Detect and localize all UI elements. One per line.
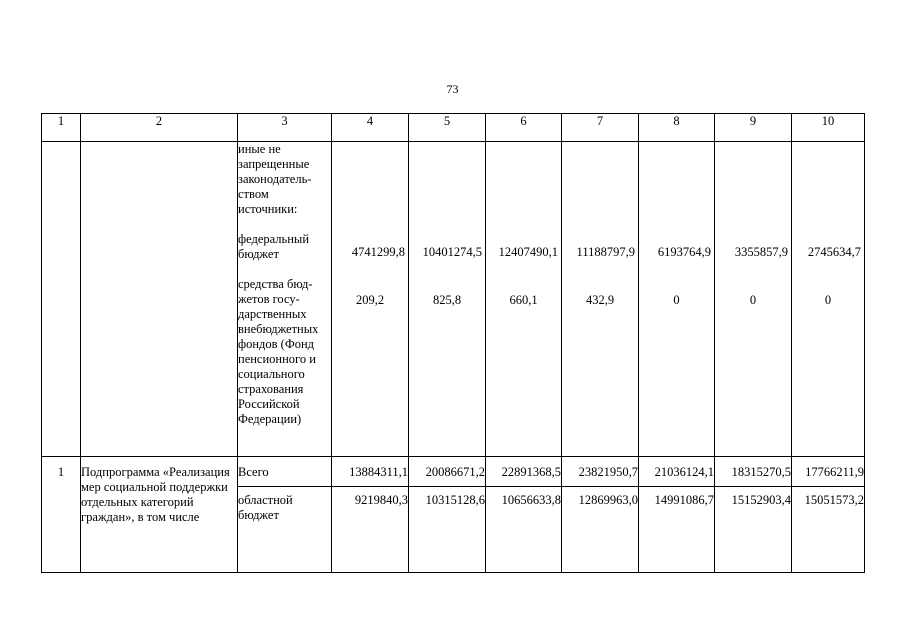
- total-value: 13884311,1: [332, 457, 409, 487]
- row-number: 1: [42, 457, 81, 573]
- federal-value: 3355857,9: [734, 245, 788, 259]
- funds-value: 825,8: [432, 293, 462, 307]
- value-cell: [486, 142, 562, 457]
- total-value: 18315270,5: [715, 457, 792, 487]
- empty-cell: [81, 142, 238, 457]
- total-value: 22891368,5: [486, 457, 562, 487]
- regional-value: 10656633,8: [486, 487, 562, 573]
- column-header: 1: [42, 114, 81, 142]
- federal-value: 10401274,5: [422, 245, 482, 259]
- funds-value: 432,9: [585, 293, 615, 307]
- regional-budget-label: областной бюджет: [238, 487, 332, 573]
- federal-value: 4741299,8: [351, 245, 405, 259]
- value-cell: [639, 142, 715, 457]
- subprogram-title: Подпрограмма «Реализация мер социальной поддержки отдельных категорий граждан», в том числе: [81, 457, 238, 573]
- regional-value: 9219840,3: [332, 487, 409, 573]
- regional-value: 15152903,4: [715, 487, 792, 573]
- regional-value: 14991086,7: [639, 487, 715, 573]
- funds-value: 0: [673, 293, 680, 307]
- value-cell: [332, 142, 409, 457]
- column-header: 10: [792, 114, 865, 142]
- regional-value: 15051573,2: [792, 487, 865, 573]
- column-header: 7: [562, 114, 639, 142]
- page-number: 73: [446, 82, 459, 96]
- table-row: [42, 142, 865, 457]
- column-header: 4: [332, 114, 409, 142]
- empty-cell: [42, 142, 81, 457]
- column-header: 3: [238, 114, 332, 142]
- total-value: 17766211,9: [792, 457, 865, 487]
- value-cell: [715, 142, 792, 457]
- budget-table: [41, 113, 865, 573]
- total-value: 20086671,2: [409, 457, 486, 487]
- federal-budget-label: федеральный бюджет: [238, 232, 310, 261]
- funds-value: 0: [749, 293, 757, 307]
- table-row: [42, 457, 865, 487]
- federal-value: 12407490,1: [498, 245, 558, 259]
- total-value: 21036124,1: [639, 457, 715, 487]
- source-cell: [238, 142, 332, 457]
- value-cell: [562, 142, 639, 457]
- column-header: 8: [639, 114, 715, 142]
- column-header: 2: [81, 114, 238, 142]
- value-cell: [409, 142, 486, 457]
- total-value: 23821950,7: [562, 457, 639, 487]
- column-number-row: [42, 114, 865, 142]
- column-header: 6: [486, 114, 562, 142]
- funds-label: средства бюд-жетов госу-дарственных внебюджетных фондов (Фонд пенсионного и социального страхования Российской Федерации): [238, 277, 319, 426]
- federal-value: 2745634,7: [807, 245, 861, 259]
- value-cell: [792, 142, 865, 457]
- federal-value: 11188797,9: [576, 245, 635, 259]
- column-header: 9: [715, 114, 792, 142]
- funds-value: 660,1: [509, 293, 538, 307]
- regional-value: 10315128,6: [409, 487, 486, 573]
- funds-value: 209,2: [355, 293, 385, 307]
- column-header: 5: [409, 114, 486, 142]
- federal-value: 6193764,9: [657, 245, 711, 259]
- regional-value: 12869963,0: [562, 487, 639, 573]
- total-label: Всего: [238, 457, 332, 487]
- funds-value: 0: [824, 293, 832, 307]
- other-sources-label: иные не запрещенные законодатель-ством источники:: [238, 142, 312, 216]
